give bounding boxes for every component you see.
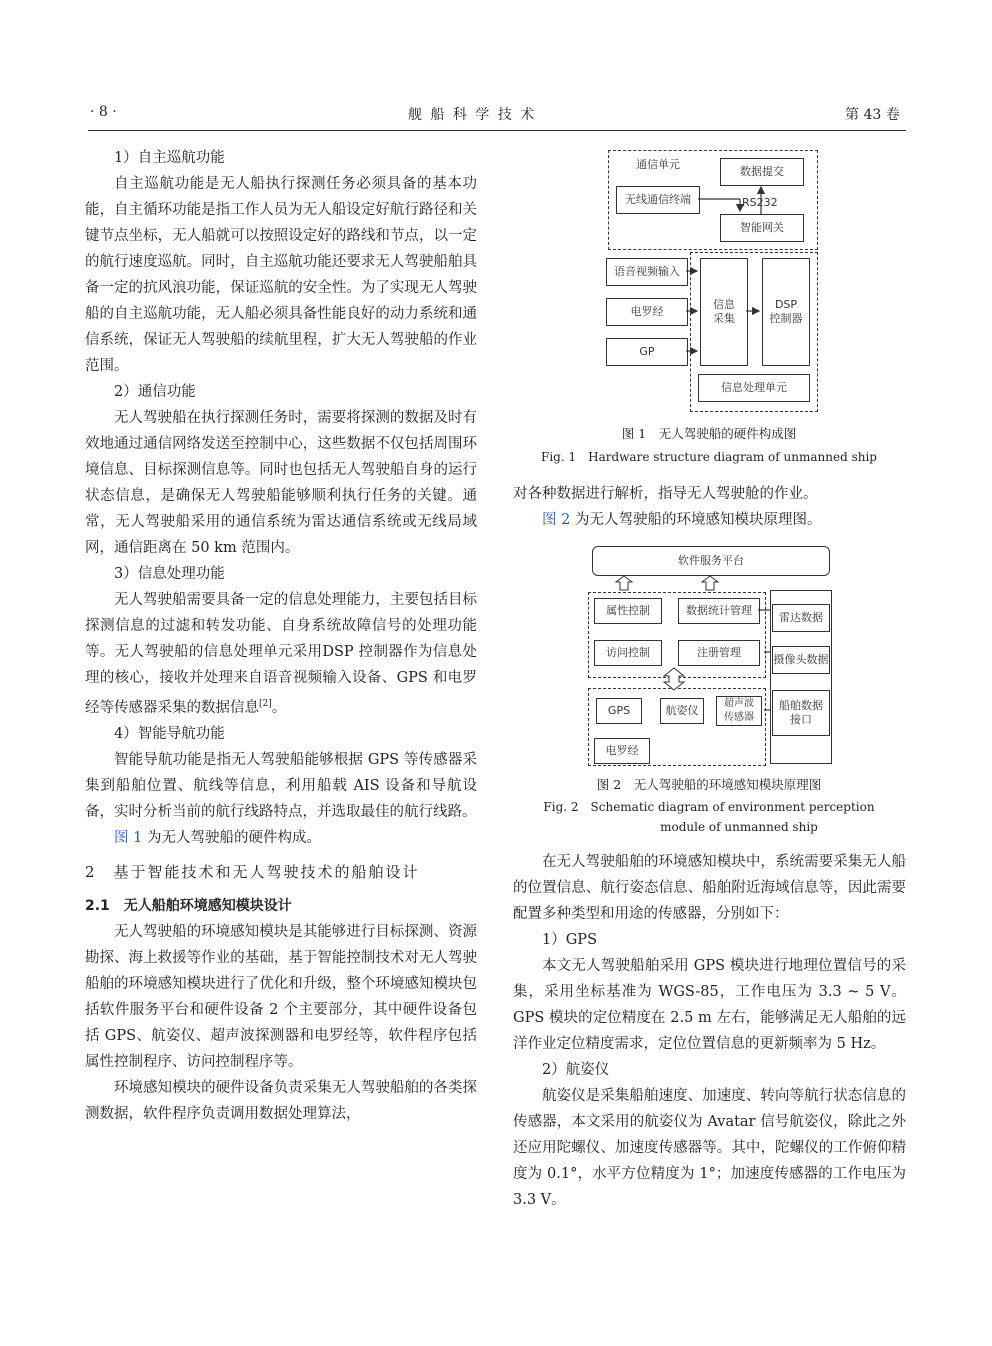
paragraph: 对各种数据进行解析，指导无人驾驶舱的作业。 (513, 486, 818, 502)
page-number: · 8 · (90, 104, 117, 120)
data-submit-box: 数据提交 (720, 158, 804, 186)
paragraph: 图 1 为无人驾驶船的硬件构成。 (114, 829, 321, 846)
paragraph: 图 2 为无人驾驶船的环境感知模块原理图。 (542, 512, 822, 528)
figure-1-caption-en: Fig. 1 Hardware structure diagram of unmanned ship (541, 450, 877, 464)
gateway-box: 智能网关 (720, 214, 804, 242)
data-stats-box: 数据统计管理 (678, 598, 760, 624)
paragraph: 智能导航功能是指无人驾驶船能够根据 GPS 等传感器采集到船舶位置、航线等信息，利用船载 AIS 设备和导航设备，实时分析当前的航行线路特点，并选取最佳的航行线路。 (85, 751, 477, 820)
subsection-title: 4）智能导航功能 (114, 725, 225, 742)
paragraph: 无人驾驶船在执行探测任务时，需要将探测的数据及时有效地通过通信网络发送至控制中心，这些数据不仅包括周围环境信息、目标探测信息等。同时也包括无人驾驶船自身的运行状态信息，是确保无人驾驶船能够顺利执行任务的关键。通常，无人驾驶船采用的通信系统为雷达通信系统或无线局域网，通信距离在 50 km 范围内。 (85, 410, 477, 556)
paragraph: 自主巡航功能是无人船执行探测任务必须具备的基本功能，自主循环功能是指工作人员为无人船设定好航行路径和关键节点坐标，无人船就可以按照设定好的路线和节点，以一定的航行速度巡航。同时，自主巡航功能还要求无人驾驶船舶具备一定的抗风浪功能，保证巡航的安全性。为了实现无人驾驶船的自主巡航功能，无人船必须具备性能良好的动力系统和通信系统，保证无人驾驶船的续航里程，扩大无人驾驶船的作业范围。 (85, 176, 477, 374)
paragraph: 无人驾驶船需要具备一定的信息处理能力，主要包括目标探测信息的过滤和转发功能、自身系统故障信号的处理功能等。无人驾驶船的信息处理单元采用DSP 控制器作为信息处理的核心，接收并处理来自语音视频输入设备、GPS 和电罗经等传感器采集的数据信息[2]。 (85, 592, 477, 716)
ahrs-box: 航姿仪 (660, 698, 704, 724)
wireless-terminal-box: 无线通信终端 (616, 186, 700, 214)
voice-video-input-box: 语音视频输入 (606, 258, 688, 286)
dsp-controller-box: DSP 控制器 (762, 258, 810, 366)
rs232-label: RS232 (742, 196, 778, 209)
paragraph: 环境感知模块的硬件设备负责采集无人驾驶船舶的各类探测数据，软件程序负责调用数据处理算法， (85, 1079, 477, 1122)
gps-sensor-box: GPS (596, 698, 642, 724)
subsection-title: 3）信息处理功能 (114, 566, 225, 582)
gyrocompass-sensor-box: 电罗经 (594, 738, 650, 764)
attr-control-box: 属性控制 (594, 598, 662, 624)
paragraph: 航姿仪是采集船舶速度、加速度、转向等航行状态信息的传感器，本文采用的航姿仪为 Avatar 信号航姿仪，除此之外还应用陀螺仪、加速度传感器等。其中，陀螺仪的工作俯仰精度为 0.1°，水平方位精度为 1°；加速度传感器的工作电压为 3.3 V。 (513, 1088, 906, 1208)
software-platform-box: 软件服务平台 (592, 546, 830, 576)
subsection-heading: 2.1 无人船舶环境感知模块设计 (85, 897, 292, 914)
ship-data-interface-box: 船舶数据 接口 (772, 690, 830, 736)
subsection-title: 2）航姿仪 (542, 1062, 610, 1078)
figure-1-caption-cn: 图 1 无人驾驶船的硬件构成图 (621, 426, 797, 441)
paragraph: 无人驾驶船的环境感知模块是其能够进行目标探测、资源勘探、海上救援等作业的基础，基于智能控制技术对无人驾驶船舶的环境感知模块进行了优化和升级，整个环境感知模块包括软件服务平台和硬件设备 2 个主要部分，其中硬件设备包括 GPS、航姿仪、超声波探测器和电罗经等，软件程序包括属性控制程序、访问控制程序等。 (85, 923, 477, 1070)
subsection-title: 2）通信功能 (114, 384, 196, 400)
access-control-box: 访问控制 (594, 640, 662, 666)
section-heading: 2 基于智能技术和无人驾驶技术的船舶设计 (85, 862, 420, 881)
right-column-lower (513, 849, 906, 1213)
figure-link[interactable]: 图 1 (114, 829, 143, 846)
camera-data-box: 摄像头数据 (772, 646, 830, 674)
journal-name: 舰 船 科 学 技 术 (408, 107, 537, 123)
info-collect-box: 信息 采集 (700, 258, 748, 366)
figure-link[interactable]: 图 2 (542, 512, 571, 528)
register-mgmt-box: 注册管理 (678, 640, 760, 666)
paragraph: 在无人驾驶船舶的环境感知模块中，系统需要采集无人船的位置信息、航行姿态信息、船舶附近海域信息等，因此需要配置多种类型和用途的传感器，分别如下： (513, 854, 906, 922)
figure-2-caption-cn: 图 2 无人驾驶船的环境感知模块原理图 (596, 777, 822, 792)
volume-number: 第 43 卷 (845, 107, 900, 123)
ultrasonic-sensor-box: 超声波 传感器 (716, 696, 762, 726)
radar-data-box: 雷达数据 (772, 604, 830, 632)
subsection-title: 1）自主巡航功能 (114, 150, 225, 166)
paragraph: 本文无人驾驶船舶采用 GPS 模块进行地理位置信号的采集，采用坐标基准为 WGS-85，工作电压为 3.3 ~ 5 V。GPS 模块的定位精度在 2.5 m 左右，能够满足无人船舶的远洋作业定位精度需求，定位位置信息的更新频率为 5 Hz。 (513, 958, 906, 1052)
figure-2-caption-en-line2: module of unmanned ship (660, 820, 818, 834)
citation-ref[interactable]: [2] (259, 699, 272, 709)
comm-unit-label: 通信单元 (636, 158, 680, 171)
figure-2-caption-en: Fig. 2 Schematic diagram of environment perception (543, 800, 875, 814)
gyrocompass-box: 电罗经 (606, 298, 688, 326)
subsection-title: 1）GPS (542, 932, 597, 948)
info-processing-unit-box: 信息处理单元 (698, 374, 810, 402)
gps-box: GP (606, 338, 688, 366)
